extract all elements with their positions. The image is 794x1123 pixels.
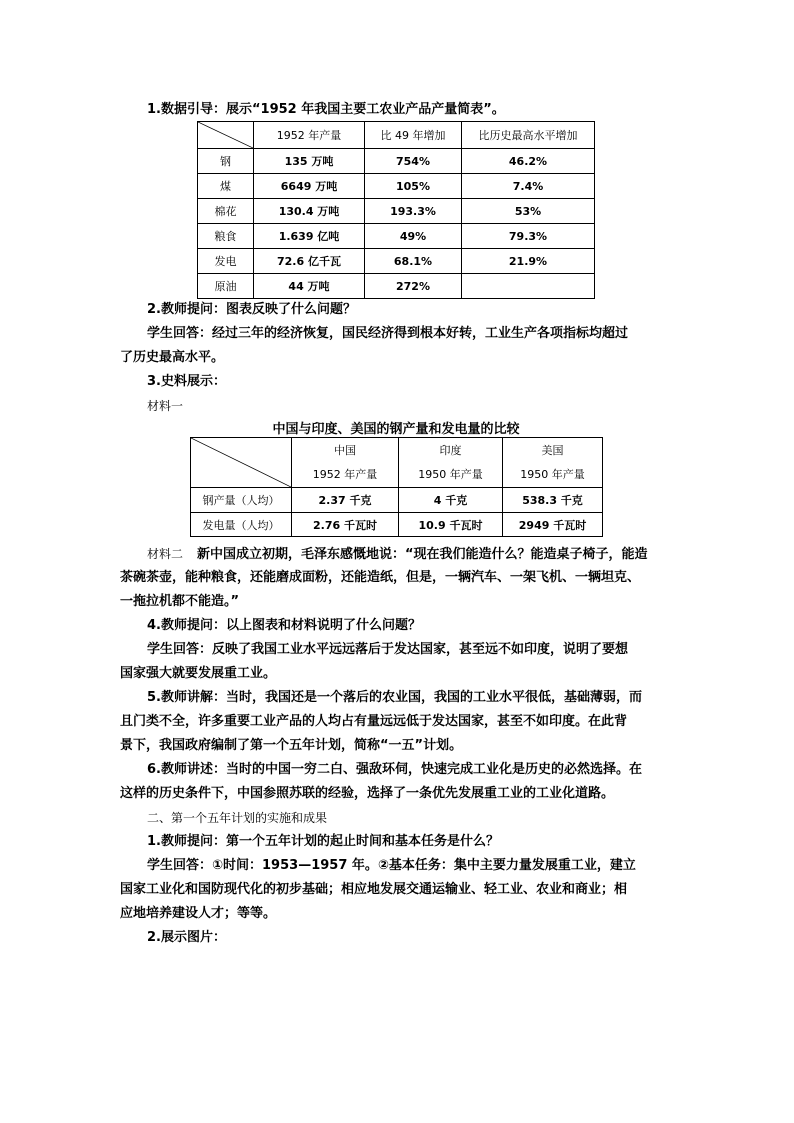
column-header xyxy=(503,438,603,488)
table-cell: 7.4% xyxy=(462,174,595,199)
year-label: 1950 年产量 xyxy=(520,467,585,481)
material-2-line-2: 茶碗茶壶，能种粮食，还能磨成面粉，还能造纸，但是，一辆汽车、一架飞机、一辆坦克、 xyxy=(120,570,641,585)
section-2-question: 2.教师提问：图表反映了什么问题？ xyxy=(147,302,356,317)
table-cell: 79.3% xyxy=(462,224,595,249)
table-row xyxy=(198,249,595,274)
table-cell: 2949 千瓦时 xyxy=(503,513,603,537)
material-2-line-3: 一拖拉机都不能造。” xyxy=(120,594,240,609)
row-label: 钢产量（人均） xyxy=(191,488,292,513)
table-cell: 6649 万吨 xyxy=(254,174,365,199)
section-5-line-3: 景下，我国政府编制了第一个五年计划，简称“一五”计划。 xyxy=(120,738,463,753)
section-4-answer-line-1: 学生回答：反映了我国工业水平远远落后于发达国家，甚至远不如印度，说明了要想 xyxy=(147,642,629,657)
table-cell: 46.2% xyxy=(462,149,595,174)
comparison-table xyxy=(190,437,603,537)
table-row xyxy=(198,149,595,174)
part-2-answer-line-1: 学生回答：①时间：1953—1957 年。②基本任务：集中主要力量发展重工业，建立 xyxy=(147,858,636,873)
table-cell: 105% xyxy=(365,174,462,199)
row-label: 棉花 xyxy=(198,199,254,224)
section-4-answer-line-2: 国家强大就要发展重工业。 xyxy=(120,666,277,681)
table-cell: 10.9 千瓦时 xyxy=(399,513,503,537)
table-cell: 130.4 万吨 xyxy=(254,199,365,224)
section-2-answer-line-1: 学生回答：经过三年的经济恢复，国民经济得到根本好转，工业生产各项指标均超过 xyxy=(147,326,629,341)
table-cell: 72.6 亿千瓦 xyxy=(254,249,365,274)
row-label: 发电 xyxy=(198,249,254,274)
table-cell: 135 万吨 xyxy=(254,149,365,174)
table-row xyxy=(198,199,595,224)
part-2-answer-line-3: 应地培养建设人才；等等。 xyxy=(120,906,277,921)
part-2-heading: 二、第一个五年计划的实施和成果 xyxy=(147,811,328,825)
section-2-answer-line-2: 了历史最高水平。 xyxy=(120,350,225,365)
part-2-question: 1.教师提问：第一个五年计划的起止时间和基本任务是什么？ xyxy=(147,834,499,849)
table-cell: 68.1% xyxy=(365,249,462,274)
row-label: 钢 xyxy=(198,149,254,174)
column-header xyxy=(399,438,503,488)
table-cell: 53% xyxy=(462,199,595,224)
row-label: 发电量（人均） xyxy=(191,513,292,537)
table-row xyxy=(191,488,603,513)
section-4-question: 4.教师提问：以上图表和材料说明了什么问题？ xyxy=(147,618,421,633)
table-cell: 49% xyxy=(365,224,462,249)
table-cell: 538.3 千克 xyxy=(503,488,603,513)
table-cell: 21.9% xyxy=(462,249,595,274)
part-2-answer-line-2: 国家工业化和国防现代化的初步基础；相应地发展交通运输业、轻工业、农业和商业；相 xyxy=(120,882,628,897)
table-cell: 4 千克 xyxy=(399,488,503,513)
material-2-line-1 xyxy=(147,542,648,567)
table-corner-cell xyxy=(198,122,254,149)
year-label: 1950 年产量 xyxy=(418,467,483,481)
year-label: 1952 年产量 xyxy=(312,467,378,481)
production-table-1952 xyxy=(197,121,595,299)
country-name: 美国 xyxy=(541,443,564,457)
section-5-line-1: 5.教师讲解：当时，我国还是一个落后的农业国，我国的工业水平很低，基础薄弱，而 xyxy=(147,690,642,705)
column-header: 比 49 年增加 xyxy=(365,122,462,149)
country-name: 印度 xyxy=(439,443,462,457)
section-6-line-1: 6.教师讲述：当时的中国一穷二白、强敌环伺，快速完成工业化是历史的必然选择。在 xyxy=(147,762,642,777)
table-cell: 2.76 千瓦时 xyxy=(292,513,399,537)
table-cell: 272% xyxy=(365,274,462,299)
comparison-table-title: 中国与印度、美国的钢产量和发电量的比较 xyxy=(272,422,520,437)
table-cell: 44 万吨 xyxy=(254,274,365,299)
row-label: 粮食 xyxy=(198,224,254,249)
table-cell: 1.639 亿吨 xyxy=(254,224,365,249)
section-6-line-2: 这样的历史条件下，中国参照苏联的经验，选择了一条优先发展重工业的工业化道路。 xyxy=(120,786,615,801)
table-corner-cell xyxy=(191,438,292,488)
table-row xyxy=(198,224,595,249)
table-cell: 193.3% xyxy=(365,199,462,224)
column-header xyxy=(292,438,399,488)
material-2-label: 材料二 xyxy=(147,547,184,561)
table-cell xyxy=(462,274,595,299)
row-label: 原油 xyxy=(198,274,254,299)
section-5-line-2: 且门类不全，许多重要工业产品的人均占有量远远低于发达国家，甚至不如印度。在此背 xyxy=(120,714,628,729)
country-name: 中国 xyxy=(334,443,356,457)
section-3-heading: 3.史料展示： xyxy=(147,374,226,389)
section-1-heading: 1.数据引导：展示“1952 年我国主要工农业产品产量简表”。 xyxy=(147,102,505,117)
column-header: 比历史最高水平增加 xyxy=(462,122,595,149)
show-pictures-heading: 2.展示图片： xyxy=(147,930,226,945)
table-row xyxy=(191,513,603,537)
table-row xyxy=(198,274,595,299)
material-2-text: 新中国成立初期，毛泽东感慨地说：“现在我们能造什么？能造桌子椅子，能造 xyxy=(197,547,648,562)
table-cell: 754% xyxy=(365,149,462,174)
table-row xyxy=(198,174,595,199)
material-1-label: 材料一 xyxy=(147,399,184,413)
column-header: 1952 年产量 xyxy=(254,122,365,149)
table-cell: 2.37 千克 xyxy=(292,488,399,513)
row-label: 煤 xyxy=(198,174,254,199)
